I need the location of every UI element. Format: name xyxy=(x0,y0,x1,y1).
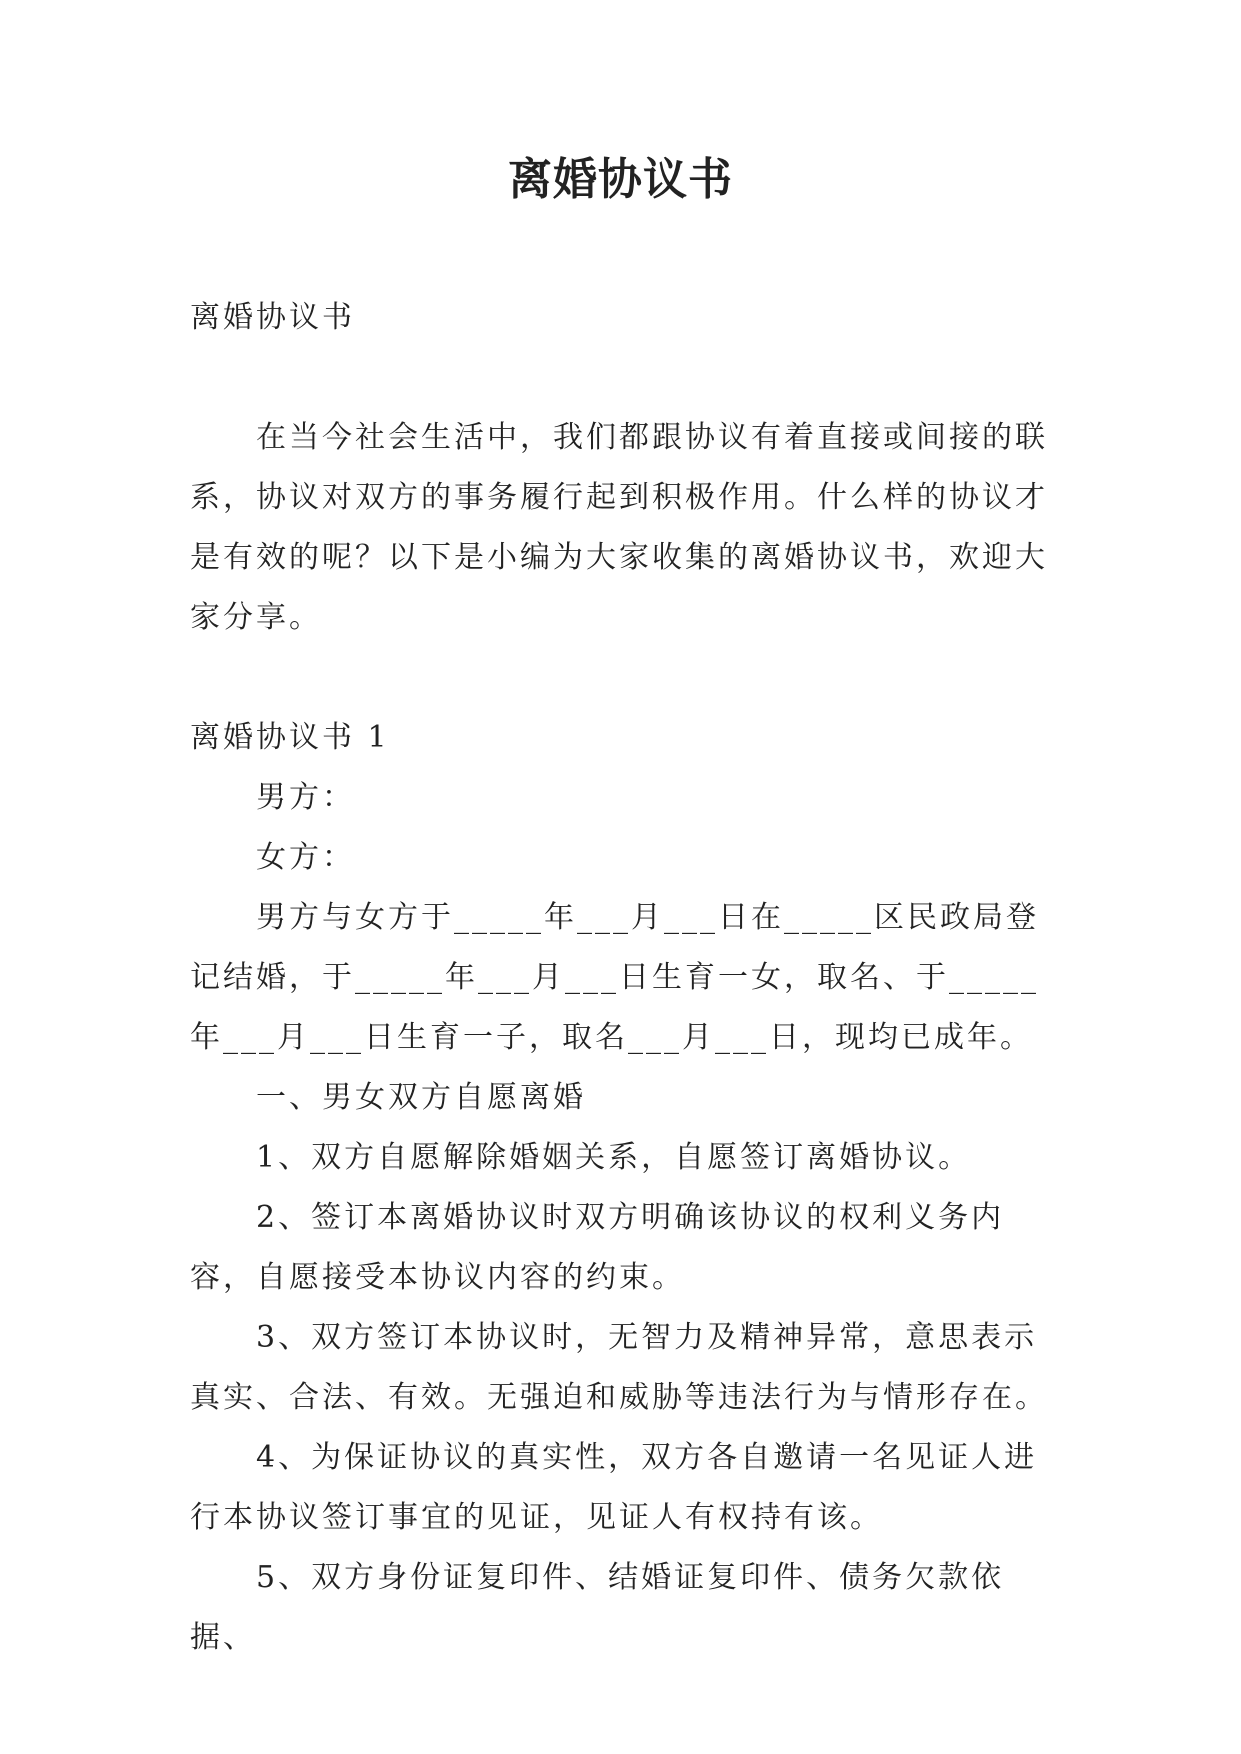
clause-1-3: 3、双方签订本协议时，无智力及精神异常，意思表示真实、合法、有效。无强迫和威胁等违法行为与情形存在。 xyxy=(190,1320,1048,1415)
clause-1-1: 1、双方自愿解除婚姻关系，自愿签订离婚协议。 xyxy=(256,1140,972,1175)
section-heading: 离婚协议书 1 xyxy=(190,720,390,755)
clause-1-5: 5、双方身份证复印件、结婚证复印件、债务欠款依据、 xyxy=(190,1560,1005,1655)
party-female: 女方： xyxy=(256,840,355,875)
document-title: 离婚协议书 xyxy=(508,154,733,205)
marriage-details-paragraph: 男方与女方于_____年___月___日在_____区民政局登记结婚，于_____年___月___日生育一女，取名、于_____年___月___日生育一子，取名___月___日，现均已成年。 xyxy=(190,900,1039,1055)
party-male: 男方： xyxy=(256,780,355,815)
clause-1-2: 2、签订本离婚协议时双方明确该协议的权利义务内容，自愿接受本协议内容的约束。 xyxy=(190,1200,1005,1295)
document-subtitle: 离婚协议书 xyxy=(190,300,355,335)
clause-heading-1: 一、男女双方自愿离婚 xyxy=(256,1080,586,1115)
document-body xyxy=(190,288,1060,1668)
intro-paragraph: 在当今社会生活中，我们都跟协议有着直接或间接的联系，协议对双方的事务履行起到积极作用。什么样的协议才是有效的呢？以下是小编为大家收集的离婚协议书，欢迎大家分享。 xyxy=(190,420,1048,635)
clause-1-4: 4、为保证协议的真实性，双方各自邀请一名见证人进行本协议签订事宜的见证，见证人有权持有该。 xyxy=(190,1440,1038,1535)
